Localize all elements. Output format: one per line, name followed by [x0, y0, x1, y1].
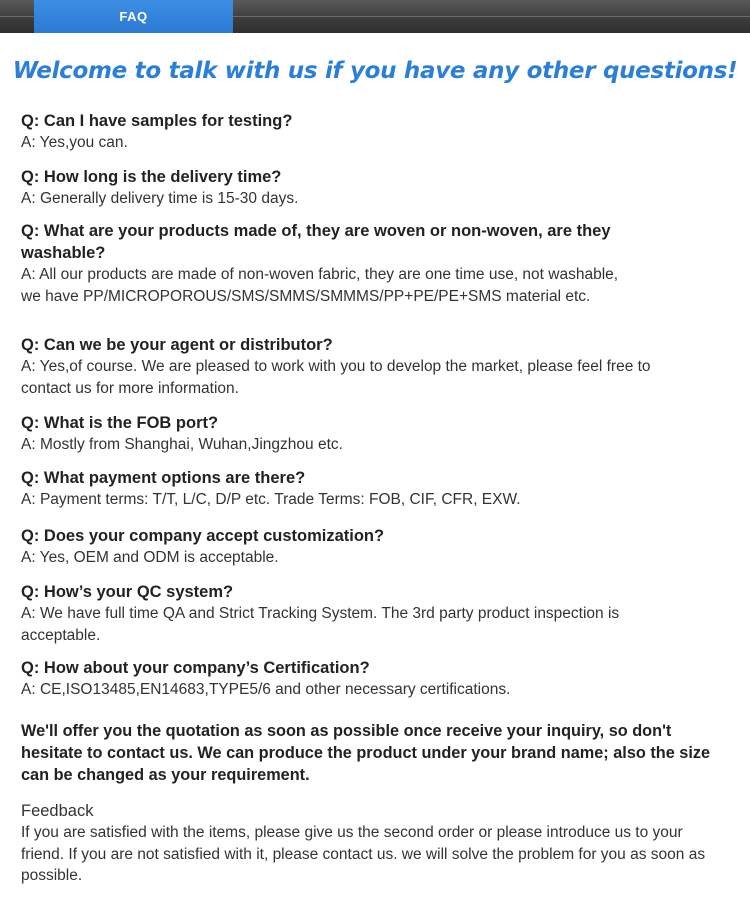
question: Q: How’s your QC system?	[21, 583, 234, 601]
answer: A: Yes, OEM and ODM is acceptable.	[21, 549, 279, 566]
faq-item-delivery-time	[21, 166, 671, 210]
answer: A: Mostly from Shanghai, Wuhan,Jingzhou etc.	[21, 436, 343, 453]
feedback-text: If you are satisfied with the items, please give us the second order or please introduce us to your friend. If you are not satisfied with it, please contact us. we will solve the problem for you as soon as possible.	[21, 824, 706, 885]
answer: A: All our products are made of non-woven fabric, they are one time use, not washable,	[21, 266, 619, 283]
faq-item-samples	[21, 110, 671, 154]
answer: A: Yes,of course. We are pleased to work with you to develop the market, please feel free to contact us for more information.	[21, 358, 651, 397]
answer: A: We have full time QA and Strict Tracking System. The 3rd party product inspection is acceptable.	[21, 605, 620, 644]
question: Q: What is the FOB port?	[21, 414, 219, 432]
answer: A: CE,ISO13485,EN14683,TYPE5/6 and other necessary certifications.	[21, 681, 511, 698]
answer: A: Payment terms: T/T, L/C, D/P etc. Trade Terms: FOB, CIF, CFR, EXW.	[21, 491, 521, 508]
faq-item-qc-system	[21, 581, 669, 646]
header-bar	[0, 0, 750, 33]
question: Q: How long is the delivery time?	[21, 168, 282, 186]
faq-tab[interactable]: FAQ	[34, 0, 233, 33]
answer: A: Generally delivery time is 15-30 days.	[21, 190, 299, 207]
feedback-title: Feedback	[21, 802, 94, 820]
welcome-heading: Welcome to talk with us if you have any other questions!	[12, 58, 738, 84]
question: Q: What payment options are there?	[21, 469, 306, 487]
question: Q: Can we be your agent or distributor?	[21, 336, 333, 354]
faq-item-certification	[21, 657, 671, 701]
faq-item-fob-port	[21, 412, 671, 456]
faq-item-customization	[21, 525, 671, 569]
question: Q: Does your company accept customization?	[21, 527, 385, 545]
question: Q: How about your company’s Certification?	[21, 659, 370, 677]
answer-materials-list: we have PP/MICROPOROUS/SMS/SMMS/SMMMS/PP+PE/PE+SMS material etc.	[21, 287, 591, 305]
faq-item-payment	[21, 467, 671, 511]
question: Q: Can I have samples for testing?	[21, 112, 293, 130]
faq-item-materials	[21, 220, 649, 307]
faq-item-agent	[21, 334, 666, 399]
answer: A: Yes,you can.	[21, 134, 128, 151]
closing-statement: We'll offer you the quotation as soon as possible once receive your inquiry, so don't hesitate to contact us. We can produce the product under your brand name; also the size can be changed as your requirement.	[21, 722, 711, 784]
question: Q: What are your products made of, they are woven or non-woven, are they washable?	[21, 222, 611, 262]
